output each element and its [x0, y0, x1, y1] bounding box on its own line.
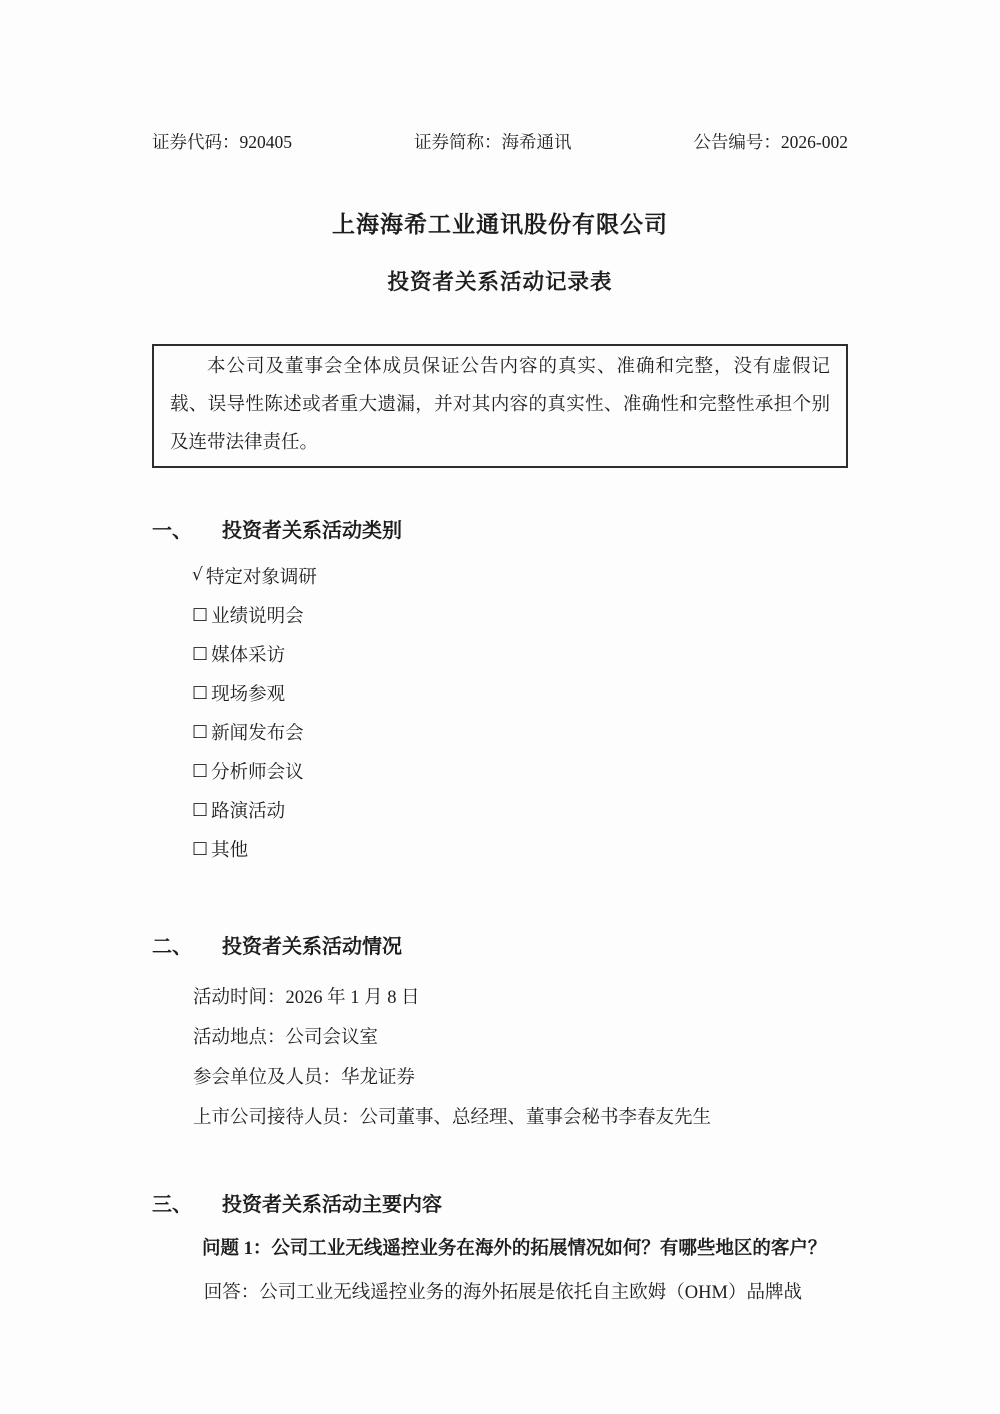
- checklist-item-label: 业绩说明会: [211, 606, 304, 627]
- checkbox-empty-icon: □: [192, 760, 209, 780]
- company-receptionists-line: 上市公司接待人员：公司董事、总经理、董事会秘书李春友先生: [193, 1108, 712, 1128]
- section-3-title: 投资者关系活动主要内容: [222, 1194, 442, 1216]
- activity-time-line: 活动时间：2026 年 1 月 8 日: [193, 988, 420, 1008]
- section-1-number: 一、: [152, 520, 192, 542]
- checkbox-empty-icon: □: [192, 604, 209, 624]
- answer-1-paragraph: 回答：公司工业无线遥控业务的海外拓展是依托自主欧姆（OHM）品牌战: [203, 1283, 802, 1303]
- checklist-item-label: 路演活动: [211, 801, 286, 822]
- section-1-heading: [152, 518, 848, 544]
- checklist-item-other: [192, 829, 848, 868]
- activity-type-checklist: [192, 556, 848, 868]
- document-title: 上海海希工业通讯股份有限公司: [332, 212, 668, 237]
- section-1-title: 投资者关系活动类别: [222, 520, 402, 542]
- checklist-item-media-interview: [192, 634, 848, 673]
- checklist-item-label: 现场参观: [211, 684, 286, 705]
- checkbox-empty-icon: □: [192, 682, 209, 702]
- checkbox-empty-icon: □: [192, 721, 209, 741]
- activity-location-line: 活动地点：公司会议室: [193, 1028, 379, 1048]
- checklist-item-site-visit: [192, 673, 848, 712]
- checkbox-empty-icon: □: [192, 838, 209, 858]
- stock-abbr-label: 证券简称：海希通讯: [413, 132, 572, 152]
- checklist-item-label: 媒体采访: [211, 645, 286, 666]
- checklist-item-earnings-briefing: [192, 595, 848, 634]
- section-2-number: 二、: [152, 936, 192, 958]
- check-icon: √: [192, 565, 203, 585]
- checklist-item-label: 其他: [211, 840, 249, 861]
- question-1-paragraph: 问题 1：公司工业无线遥控业务在海外的拓展情况如何？有哪些地区的客户？: [201, 1239, 827, 1259]
- document-subtitle: 投资者关系活动记录表: [387, 270, 613, 294]
- checklist-item-label: 分析师会议: [211, 762, 304, 783]
- document-header: [152, 0, 848, 154]
- section-3-number: 三、: [152, 1194, 192, 1216]
- announcement-number-label: 公告编号：2026-002: [693, 132, 848, 152]
- section-3-heading: [152, 1192, 848, 1218]
- disclaimer-text: 本公司及董事会全体成员保证公告内容的真实、准确和完整，没有虚假记载、误导性陈述或者重大遗漏，并对其内容的真实性、准确性和完整性承担个别及连带法律责任。: [170, 357, 830, 453]
- participants-line: 参会单位及人员：华龙证券: [193, 1068, 416, 1088]
- checklist-item-press-conference: [192, 712, 848, 751]
- checklist-item-specific-research: [192, 556, 848, 595]
- checklist-item-label: 新闻发布会: [211, 723, 304, 744]
- activity-info-lines: [193, 976, 848, 1136]
- section-2-title: 投资者关系活动情况: [222, 936, 402, 958]
- checkbox-empty-icon: □: [192, 643, 209, 663]
- stock-code-label: 证券代码：920405: [152, 132, 292, 152]
- disclaimer-box: [152, 344, 848, 468]
- checklist-item-analyst-meeting: [192, 751, 848, 790]
- section-2-heading: [152, 934, 848, 960]
- checklist-item-label: 特定对象调研: [205, 567, 317, 588]
- checkbox-empty-icon: □: [192, 799, 209, 819]
- checklist-item-roadshow: [192, 790, 848, 829]
